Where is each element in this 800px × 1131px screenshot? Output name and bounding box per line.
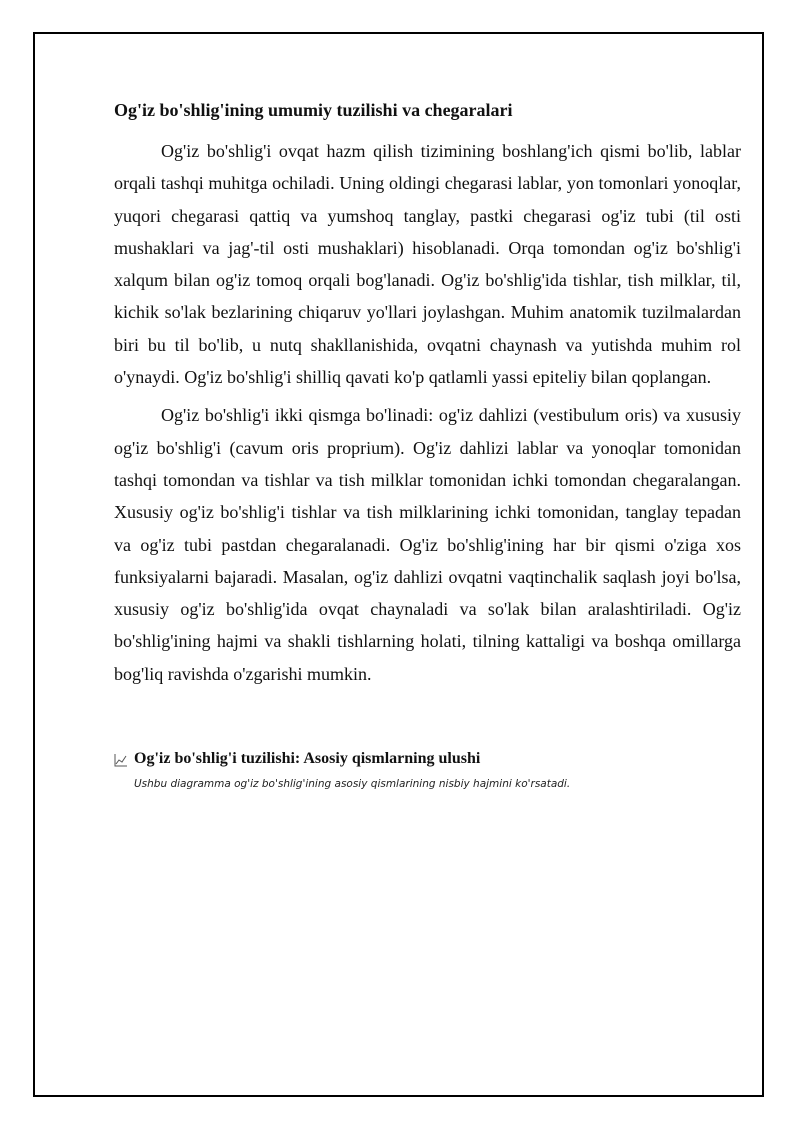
chart-title: Og'iz bo'shlig'i tuzilishi: Asosiy qismlarning ulushi <box>134 750 481 767</box>
paragraph-1: Og'iz bo'shlig'i ovqat hazm qilish tizimining boshlang'ich qismi bo'lib, lablar orqali tashqi muhitga ochiladi. Uning oldingi chegarasi lablar, yon tomonlari yonoqlar, yuqori chegarasi qattiq va yumshoq tanglay, pastki chegarasi og'iz tubi (til osti mushaklari va jag'-til osti mushaklari) hisoblanadi. Orqa tomondan og'iz bo'shlig'i xalqum bilan og'iz tomoq orqali bog'lanadi. Og'iz bo'shlig'ida tishlar, tish milklar, til, kichik so'lak bezlarining chiqaruv yo'llari joylashgan. Muhim anatomik tuzilmalardan biri bu til bo'lib, u nutq shakllanishida, ovqatni chaynash va yutishda muhim rol o'ynaydi. Og'iz bo'shlig'i shilliq qavati ko'p qatlamli yassi epiteliy bilan qoplangan. <box>114 141 741 388</box>
paragraph-2: Og'iz bo'shlig'i ikki qismga bo'linadi: og'iz dahlizi (vestibulum oris) va xususiy og'iz bo'shlig'i (cavum oris proprium). Og'iz dahlizi lablar va yonoqlar tomonidan tashqi tomondan va tishlar va tish milklar tomonidan ichki tomondan chegaralangan. Xususiy og'iz bo'shlig'i tishlar va tish milklarining ichki tomonidan, tanglay tepadan va og'iz tubi pastdan chegaralanadi. Og'iz bo'shlig'ining har bir qismi o'ziga xos funksiyalarni bajaradi. Masalan, og'iz dahlizi ovqatni vaqtinchalik saqlash joyi bo'lsa, xususiy og'iz bo'shlig'ida ovqat chaynaladi va so'lak bilan aralashtiriladi. Og'iz bo'shlig'ining hajmi va shakli tishlarning holati, tilning kattaligi va boshqa omillarga bog'liq ravishda o'zgarishi mumkin. <box>114 405 741 684</box>
chart-title-row <box>114 748 741 770</box>
section-heading: Og'iz bo'shlig'ining umumiy tuzilishi va chegaralari <box>114 100 513 120</box>
document-body <box>114 98 741 696</box>
chart-caption <box>114 748 741 793</box>
chart-subtitle: Ushbu diagramma og'iz bo'shlig'ining asosiy qismlarining nisbiy hajmini ko'rsatadi. <box>134 778 571 790</box>
chart-line-icon <box>114 752 128 766</box>
